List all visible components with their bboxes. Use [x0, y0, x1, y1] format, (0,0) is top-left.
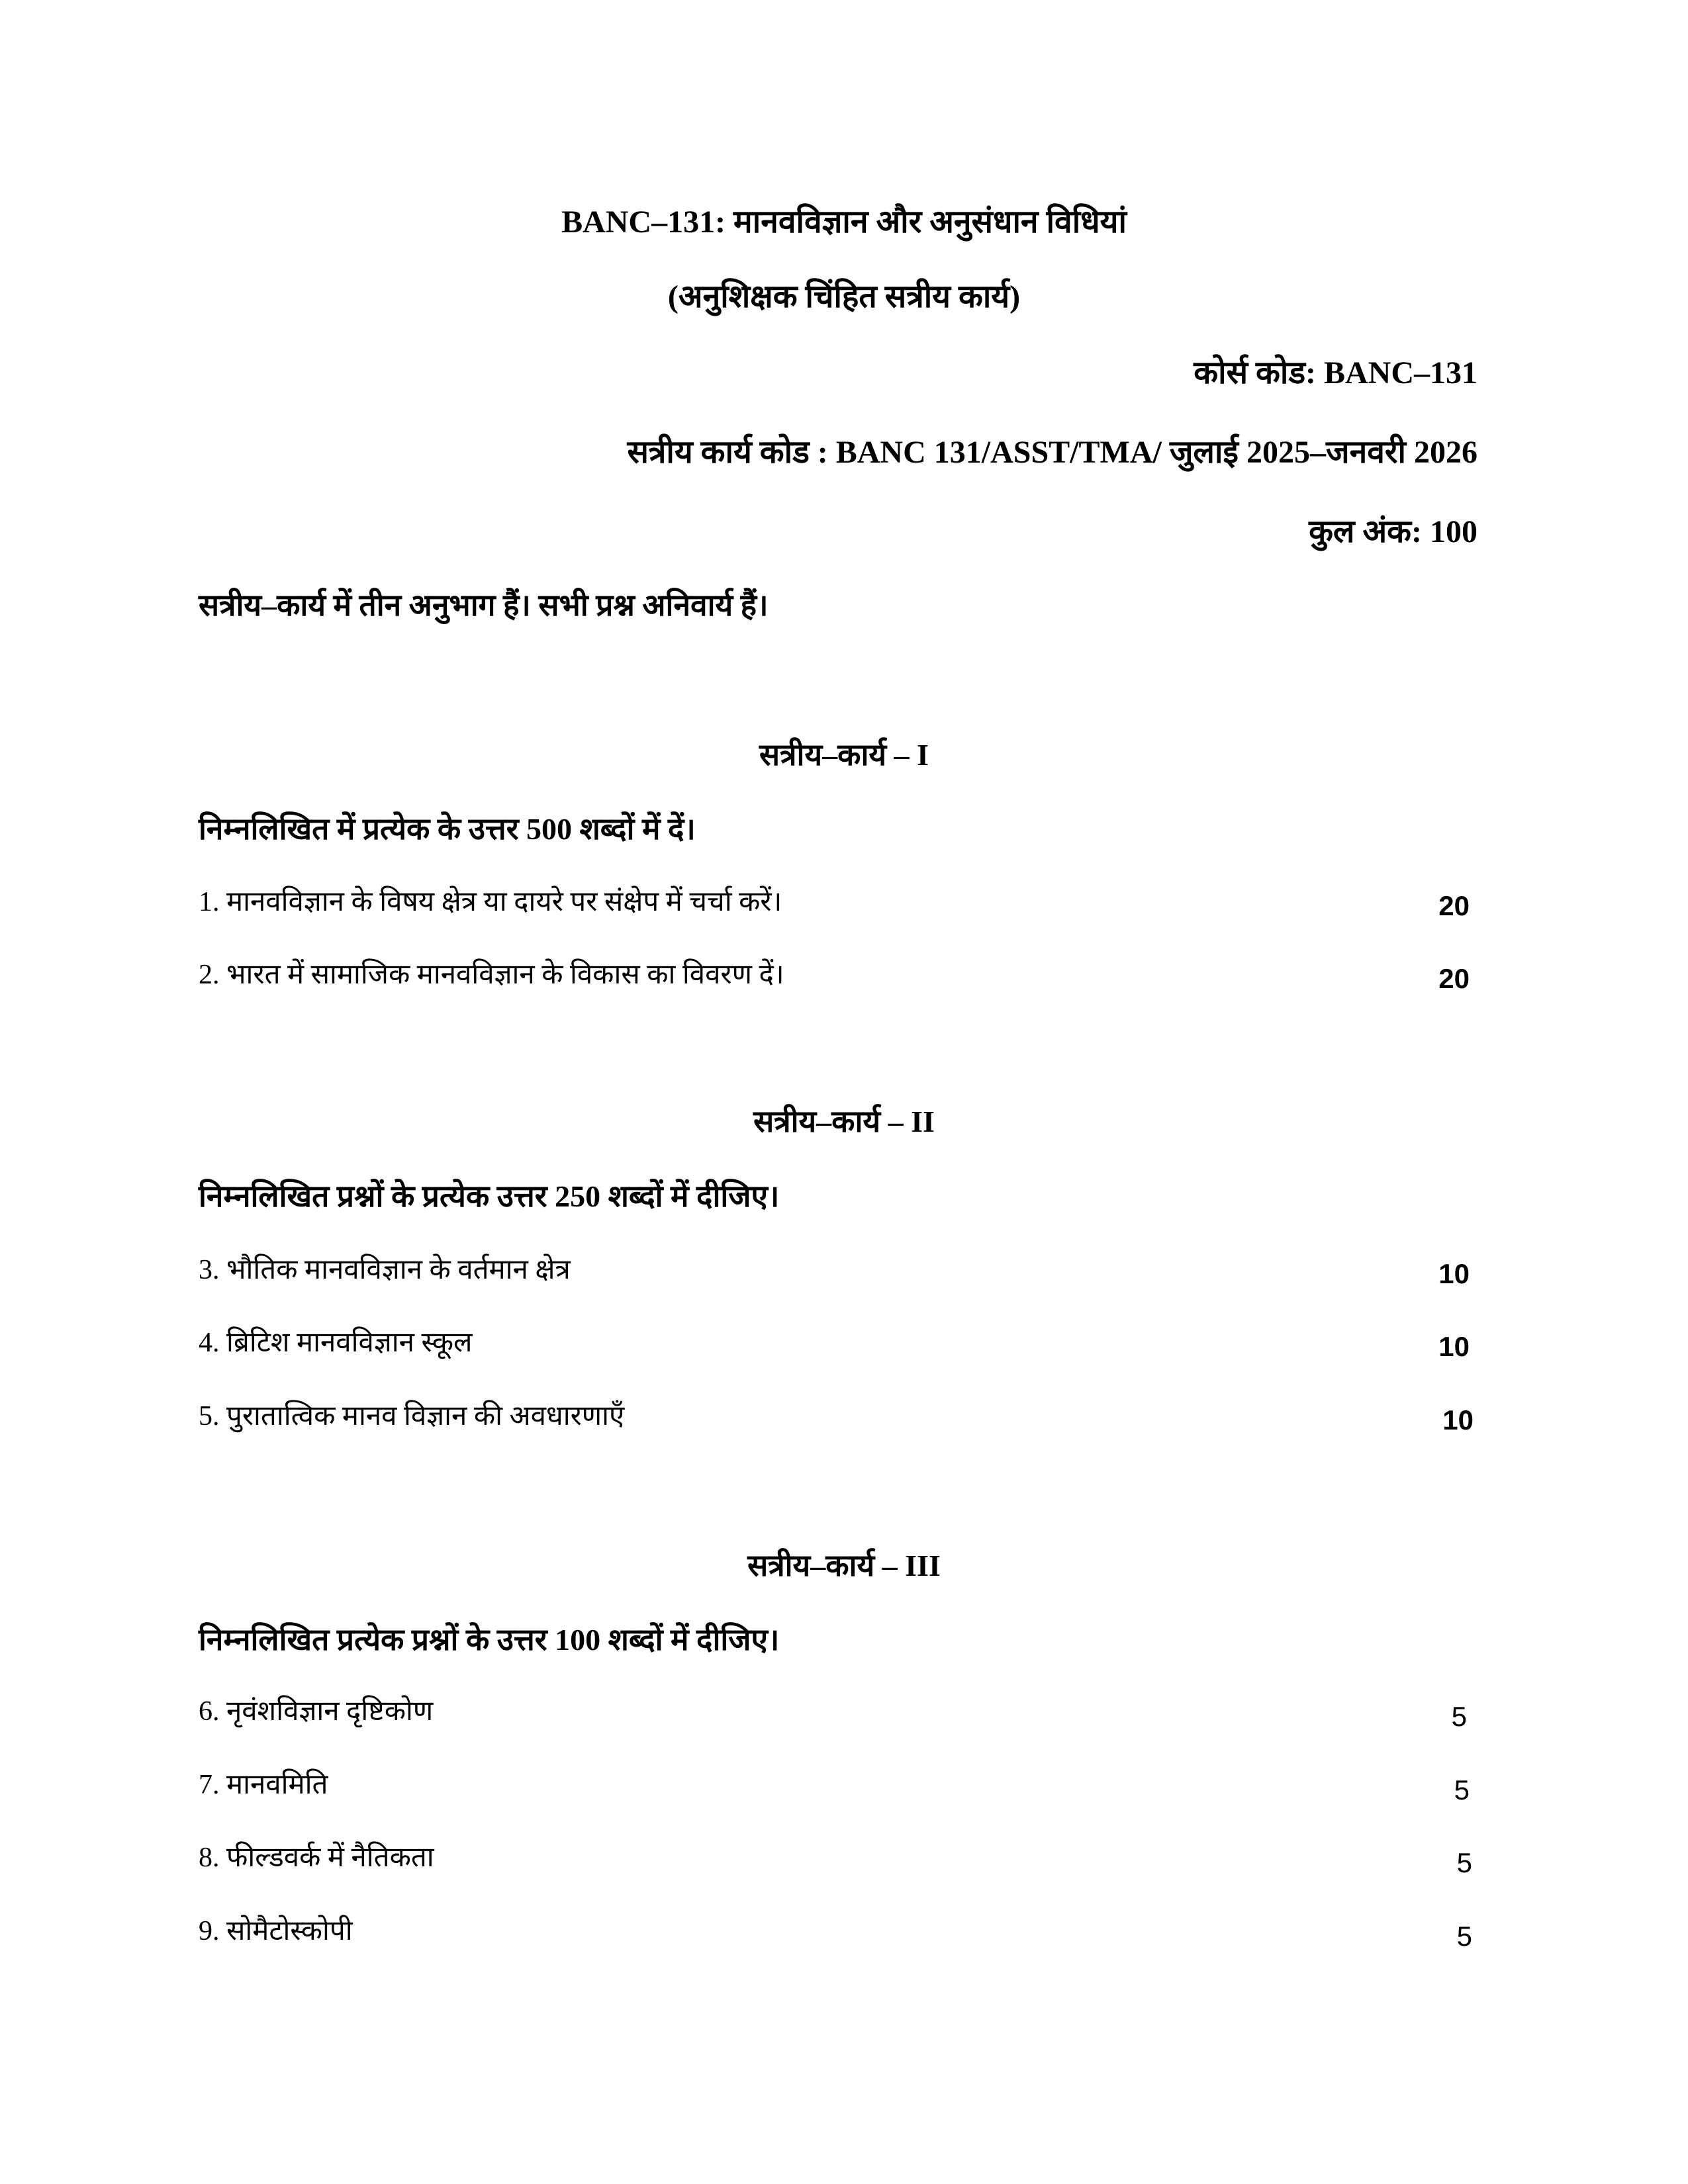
question-5-marks: 10	[1442, 1404, 1474, 1435]
question-8: 8. फील्डवर्क में नैतिकता	[199, 1843, 434, 1873]
question-8-marks: 5	[1456, 1847, 1472, 1878]
page-title: BANC–131: मानवविज्ञान और अनुसंधान विधियां	[561, 205, 1127, 240]
question-1: 1. मानवविज्ञान के विषय क्षेत्र या दायरे पर संक्षेप में चर्चा करें।	[199, 887, 782, 917]
question-4: 4. ब्रिटिश मानवविज्ञान स्कूल	[199, 1328, 473, 1358]
page-subtitle: (अनुशिक्षक चिंहित सत्रीय कार्य)	[667, 279, 1021, 314]
question-2: 2. भारत में सामाजिक मानवविज्ञान के विकास का विवरण दें।	[199, 960, 784, 990]
question-2-marks: 20	[1438, 963, 1470, 994]
question-1-marks: 20	[1438, 890, 1470, 921]
general-instruction: सत्रीय–कार्य में तीन अनुभाग हैं। सभी प्रश्न अनिवार्य हैं।	[199, 588, 769, 622]
total-marks: कुल अंक: 100	[1309, 514, 1477, 549]
assignment-code: सत्रीय कार्य कोड : BANC 131/ASST/TMA/ जुलाई 2025–जनवरी 2026	[627, 435, 1477, 470]
section-instruction-3: निम्नलिखित प्रत्येक प्रश्नों के उत्तर 100 शब्दों में दीजिए।	[199, 1623, 780, 1657]
question-3-marks: 10	[1438, 1258, 1470, 1289]
question-3: 3. भौतिक मानवविज्ञान के वर्तमान क्षेत्र	[199, 1255, 571, 1285]
section-title-2: सत्रीय–कार्य – II	[753, 1105, 935, 1138]
question-9: 9. सोमैटोस्कोपी	[199, 1916, 353, 1946]
question-7: 7. मानवमिति	[199, 1770, 328, 1800]
question-7-marks: 5	[1454, 1774, 1470, 1805]
question-5: 5. पुरातात्विक मानव विज्ञान की अवधारणाएँ	[199, 1401, 625, 1432]
section-title-3: सत्रीय–कार्य – III	[747, 1549, 941, 1582]
section-title-1: सत्रीय–कार्य – I	[759, 738, 929, 772]
question-6: 6. नृवंशविज्ञान दृष्टिकोण	[199, 1696, 434, 1727]
section-instruction-2: निम्नलिखित प्रश्नों के प्रत्येक उत्तर 250 शब्दों में दीजिए।	[199, 1179, 780, 1213]
question-4-marks: 10	[1438, 1331, 1470, 1362]
course-code: कोर्स कोड: BANC–131	[1194, 355, 1477, 390]
section-instruction-1: निम्नलिखित में प्रत्येक के उत्तर 500 शब्दों में दें।	[199, 812, 696, 846]
question-9-marks: 5	[1456, 1921, 1472, 1952]
question-6-marks: 5	[1451, 1701, 1467, 1732]
